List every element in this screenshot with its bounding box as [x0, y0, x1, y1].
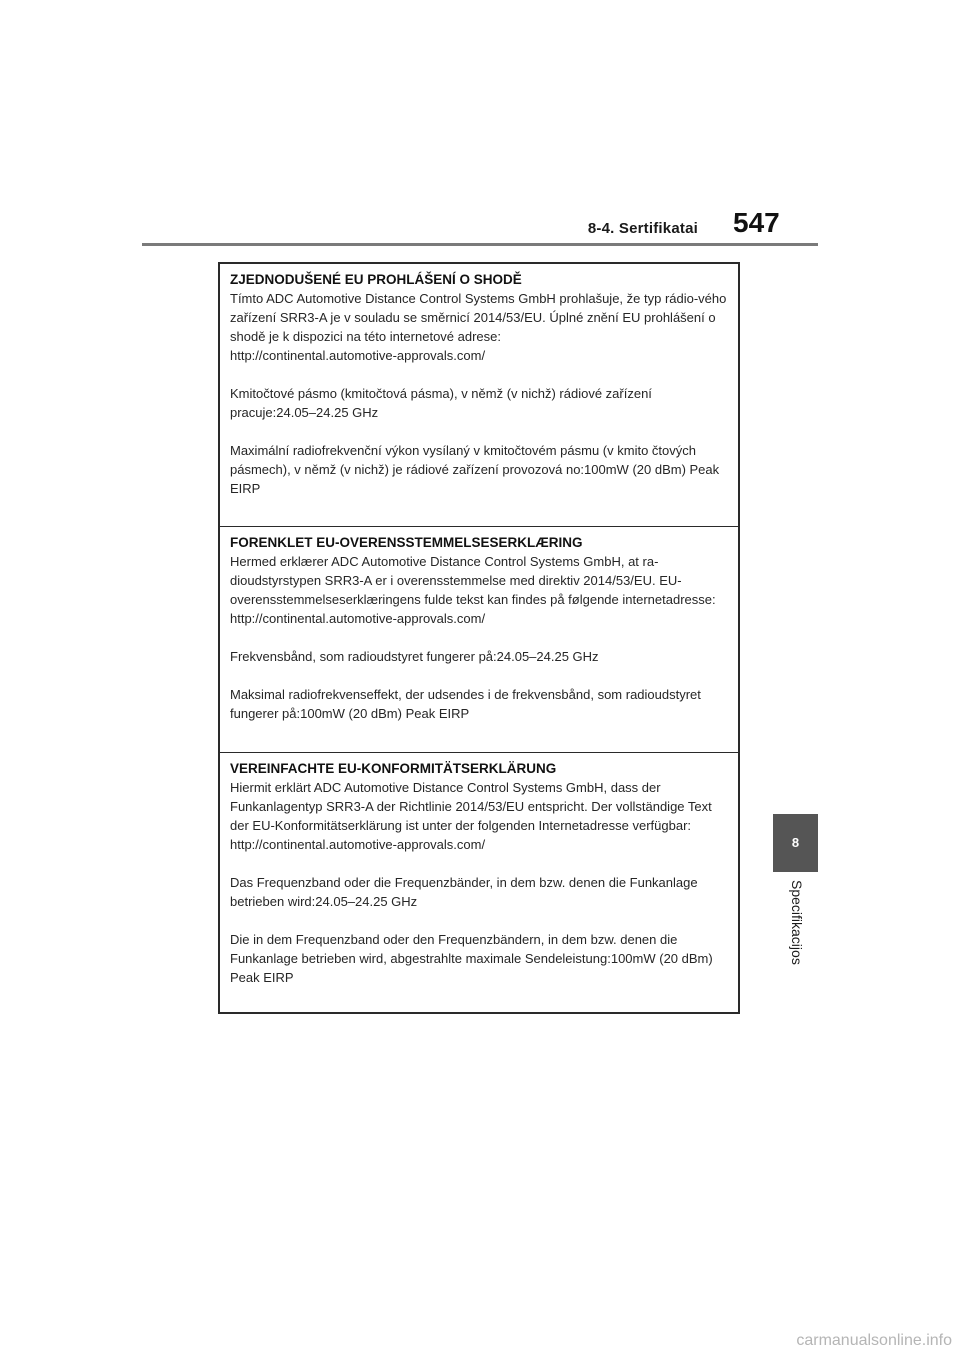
power-text: Maksimal radiofrekvenseffekt, der udsendes i de frekvensbånd, som radioudstyret fungerer på:100mW (20 dBm) Peak EIRP — [230, 687, 701, 721]
footer-watermark: carmanualsonline.info — [796, 1332, 952, 1349]
section-title: 8-4. Sertifikatai — [587, 220, 698, 237]
declaration-text: Hermed erklærer ADC Automotive Distance Control Systems GmbH, at ra-dioudstyrstypen SRR3-A er i overensstemmelse med direktiv 2014/53/EU. EU-overensstemmelseserklæringens fulde tekst kan findes på følgende internetadresse: — [230, 554, 716, 607]
header-divider — [142, 243, 818, 246]
declaration-text: Hiermit erklärt ADC Automotive Distance Control Systems GmbH, dass der Funkanlagentyp SRR3-A der Richtlinie 2014/53/EU entspricht. Der vollständige Text der EU-Konformitätserklärung ist unter der folgenden Internetadresse verfügbar: — [230, 780, 712, 833]
page-header — [0, 0, 960, 260]
frequency-text: Frekvensbånd, som radioudstyret fungerer på:24.05–24.25 GHz — [230, 649, 599, 664]
certificate-table — [218, 262, 740, 1014]
certificate-title: VEREINFACHTE EU-KONFORMITÄTSERKLÄRUNG — [230, 761, 557, 776]
power-text: Die in dem Frequenzband oder den Frequenzbändern, in dem bzw. denen die Funkanlage betrieben wird, abgestrahlte maximale Sendeleistung:100mW (20 dBm) Peak EIRP — [230, 932, 713, 985]
certificate-title: FORENKLET EU-OVERENSSTEMMELSESERKLÆRING — [230, 535, 583, 550]
power-text: Maximální radiofrekvenční výkon vysílaný v kmitočtovém pásmu (v kmito čtových pásmech), v němž (v nichž) je rádiové zařízení provozová no:100mW (20 dBm) Peak EIRP — [230, 443, 720, 496]
approval-url[interactable]: http://continental.automotive-approvals.com/ — [230, 837, 486, 852]
declaration-text: Tímto ADC Automotive Distance Control Systems GmbH prohlašuje, že typ rádio-vého zařízení SRR3-A je v souladu se směrnicí 2014/53/EU. Úplné znění EU prohlášení o shodě je k dispozici na této internetové adrese: — [230, 291, 727, 344]
chapter-label: Specifikacijos — [789, 880, 805, 965]
approval-url[interactable]: http://continental.automotive-approvals.com/ — [230, 611, 486, 626]
approval-url[interactable]: http://continental.automotive-approvals.com/ — [230, 348, 486, 363]
certificate-german — [220, 752, 738, 1014]
frequency-text: Das Frequenzband oder die Frequenzbänder, in dem bzw. denen die Funkanlage betrieben wird:24.05–24.25 GHz — [230, 875, 698, 909]
certificate-danish — [220, 526, 738, 752]
certificate-czech — [220, 264, 738, 526]
chapter-tab: 8 — [773, 814, 818, 872]
frequency-text: Kmitočtové pásmo (kmitočtová pásma), v němž (v nichž) rádiové zařízení pracuje:24.05–24.25 GHz — [230, 386, 652, 420]
page-number: 547 — [733, 207, 780, 238]
certificate-title: ZJEDNODUŠENÉ EU PROHLÁŠENÍ O SHODĚ — [230, 272, 522, 287]
